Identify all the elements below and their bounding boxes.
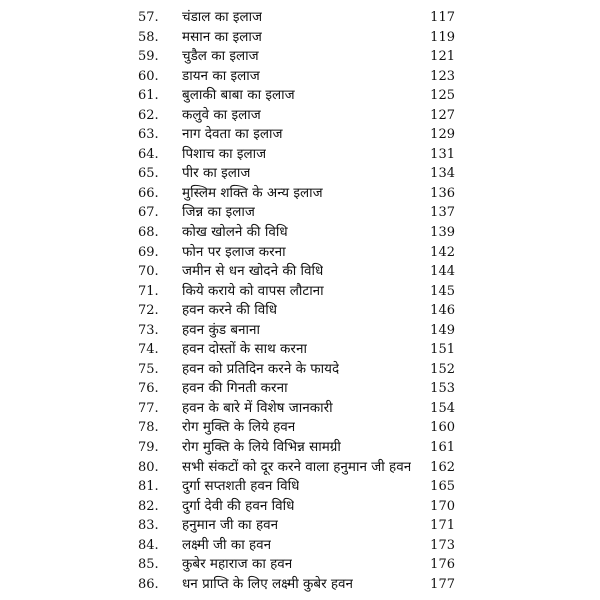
toc-entry-title: कलुवे का इलाज	[182, 106, 261, 123]
toc-entry	[0, 497, 600, 517]
toc-entry	[0, 340, 600, 360]
toc-entry-page: 139	[430, 225, 455, 241]
toc-entry-page: 176	[430, 557, 455, 573]
toc-entry-number: 82.	[138, 498, 159, 514]
toc-entry-title: पीर का इलाज	[182, 165, 251, 182]
toc-entry	[0, 379, 600, 399]
toc-entry	[0, 516, 600, 536]
toc-entry	[0, 399, 600, 419]
toc-entry-number: 65.	[138, 166, 159, 182]
toc-entry-title: हवन दोस्तों के साथ करना	[182, 341, 307, 358]
toc-entry-number: 72.	[138, 303, 159, 319]
toc-entry-page: 144	[430, 264, 455, 280]
toc-entry-title: चंडाल का इलाज	[182, 9, 263, 25]
toc-entry	[0, 125, 600, 145]
toc-entry	[0, 321, 600, 341]
toc-entry	[0, 477, 600, 497]
toc-entry-title: रोग मुक्ति के लिये विभिन्न सामग्री	[182, 439, 341, 456]
toc-entry-page: 131	[430, 146, 455, 162]
toc-entry-number: 79.	[138, 440, 159, 456]
toc-entry-page: 151	[430, 342, 455, 358]
toc-entry-page: 177	[430, 576, 455, 592]
toc-entry-page: 125	[430, 88, 455, 104]
toc-entry-title: दुर्गा सप्तशती हवन विधि	[182, 478, 300, 495]
toc-entry-number: 71.	[138, 283, 159, 299]
toc-entry-title: हवन कुंड बनाना	[182, 321, 261, 338]
toc-entry	[0, 223, 600, 243]
toc-entry-title: लक्ष्मी जी का हवन	[182, 536, 272, 553]
toc-entry-title: हनुमान जी का हवन	[182, 517, 279, 534]
toc-entry-title: कोख खोलने की विधि	[182, 224, 288, 241]
toc-entry-title: दुर्गा देवी की हवन विधि	[182, 497, 295, 514]
toc-entry-number: 69.	[138, 244, 159, 260]
toc-entry	[0, 301, 600, 321]
toc-entry-title: हवन को प्रतिदिन करने के फायदे	[182, 360, 340, 377]
toc-entry-page: 149	[430, 322, 455, 338]
toc-entry-title: मसान का इलाज	[182, 28, 262, 45]
toc-entry-number: 85.	[138, 557, 159, 573]
toc-entry-number: 58.	[138, 29, 159, 45]
toc-entry-number: 63.	[138, 127, 159, 143]
toc-entry-title: किये कराये को वापस लौटाना	[182, 282, 324, 299]
toc-entry	[0, 86, 600, 106]
toc-entry	[0, 28, 600, 48]
toc-entry-title: फोन पर इलाज करना	[182, 243, 286, 260]
toc-entry-number: 62.	[138, 107, 159, 123]
toc-entry-number: 84.	[138, 537, 159, 553]
toc-entry-number: 81.	[138, 479, 159, 495]
toc-entry-title: हवन करने की विधि	[182, 302, 278, 319]
toc-entry	[0, 262, 600, 282]
toc-entry	[0, 164, 600, 184]
toc-entry-page: 153	[430, 381, 455, 397]
toc-entry-page: 121	[430, 49, 455, 65]
toc-entry-number: 73.	[138, 322, 159, 338]
table-of-contents	[0, 8, 600, 594]
toc-entry-number: 68.	[138, 225, 159, 241]
toc-entry-title: जिन्न का इलाज	[182, 204, 255, 221]
toc-entry-title: मुस्लिम शक्ति के अन्य इलाज	[182, 184, 323, 201]
toc-entry-page: 137	[430, 205, 455, 221]
toc-entry-number: 60.	[138, 68, 159, 84]
toc-entry-page: 161	[430, 440, 455, 456]
toc-entry-title: रोग मुक्ति के लिये हवन	[182, 419, 296, 436]
toc-entry-page: 165	[430, 479, 455, 495]
toc-entry	[0, 438, 600, 458]
toc-entry-number: 61.	[138, 88, 159, 104]
toc-entry-title: हवन की गिनती करना	[182, 380, 288, 397]
toc-entry	[0, 536, 600, 556]
toc-entry-title: हवन के बारे में विशेष जानकारी	[182, 399, 333, 416]
toc-entry	[0, 418, 600, 438]
toc-entry-title: जमीन से धन खोदने की विधि	[182, 263, 324, 280]
toc-entry-page: 136	[430, 185, 455, 201]
toc-entry-page: 127	[430, 107, 455, 123]
toc-entry-page: 119	[430, 29, 455, 45]
toc-entry-title: चुडैल का इलाज	[182, 48, 259, 65]
toc-entry-number: 64.	[138, 146, 159, 162]
toc-entry-page: 129	[430, 127, 455, 143]
toc-entry	[0, 184, 600, 204]
toc-entry-number: 83.	[138, 518, 159, 534]
toc-entry-title: नाग देवता का इलाज	[182, 126, 283, 143]
toc-entry-number: 66.	[138, 185, 159, 201]
toc-entry-page: 152	[430, 361, 455, 377]
toc-entry	[0, 145, 600, 165]
toc-entry-title: डायन का इलाज	[182, 67, 260, 84]
toc-entry-number: 70.	[138, 264, 159, 280]
toc-entry-page: 173	[430, 537, 455, 553]
toc-entry-page: 123	[430, 68, 455, 84]
toc-entry	[0, 243, 600, 263]
toc-entry-number: 86.	[138, 576, 159, 592]
toc-entry	[0, 360, 600, 380]
toc-entry-number: 75.	[138, 361, 159, 377]
toc-entry-page: 160	[430, 420, 455, 436]
toc-entry	[0, 47, 600, 67]
toc-entry-number: 78.	[138, 420, 159, 436]
toc-entry	[0, 555, 600, 575]
toc-entry-number: 74.	[138, 342, 159, 358]
toc-entry-page: 171	[430, 518, 455, 534]
toc-entry-number: 57.	[138, 10, 159, 25]
toc-entry-page: 170	[430, 498, 455, 514]
toc-entry	[0, 67, 600, 87]
toc-entry-number: 76.	[138, 381, 159, 397]
toc-entry-page: 146	[430, 303, 455, 319]
toc-entry-page: 117	[430, 10, 455, 25]
toc-entry-page: 154	[430, 400, 455, 416]
toc-entry-number: 77.	[138, 400, 159, 416]
toc-entry	[0, 282, 600, 302]
toc-entry-number: 67.	[138, 205, 159, 221]
toc-entry-page: 142	[430, 244, 455, 260]
toc-entry-title: बुलाकी बाबा का इलाज	[182, 87, 295, 104]
toc-entry	[0, 106, 600, 126]
toc-entry	[0, 575, 600, 595]
toc-entry-title: धन प्राप्ति के लिए लक्ष्मी कुबेर हवन	[182, 575, 354, 592]
toc-entry-page: 145	[430, 283, 455, 299]
toc-entry-page: 134	[430, 166, 455, 182]
toc-entry	[0, 203, 600, 223]
toc-entry	[0, 458, 600, 478]
toc-entry-number: 59.	[138, 49, 159, 65]
toc-entry-title: सभी संकटों को दूर करने वाला हनुमान जी हवन	[182, 458, 412, 475]
toc-entry-title: पिशाच का इलाज	[182, 145, 267, 162]
toc-entry-title: कुबेर महाराज का हवन	[182, 556, 293, 573]
toc-entry-page: 162	[430, 459, 455, 475]
toc-entry	[0, 8, 600, 28]
toc-entry-number: 80.	[138, 459, 159, 475]
